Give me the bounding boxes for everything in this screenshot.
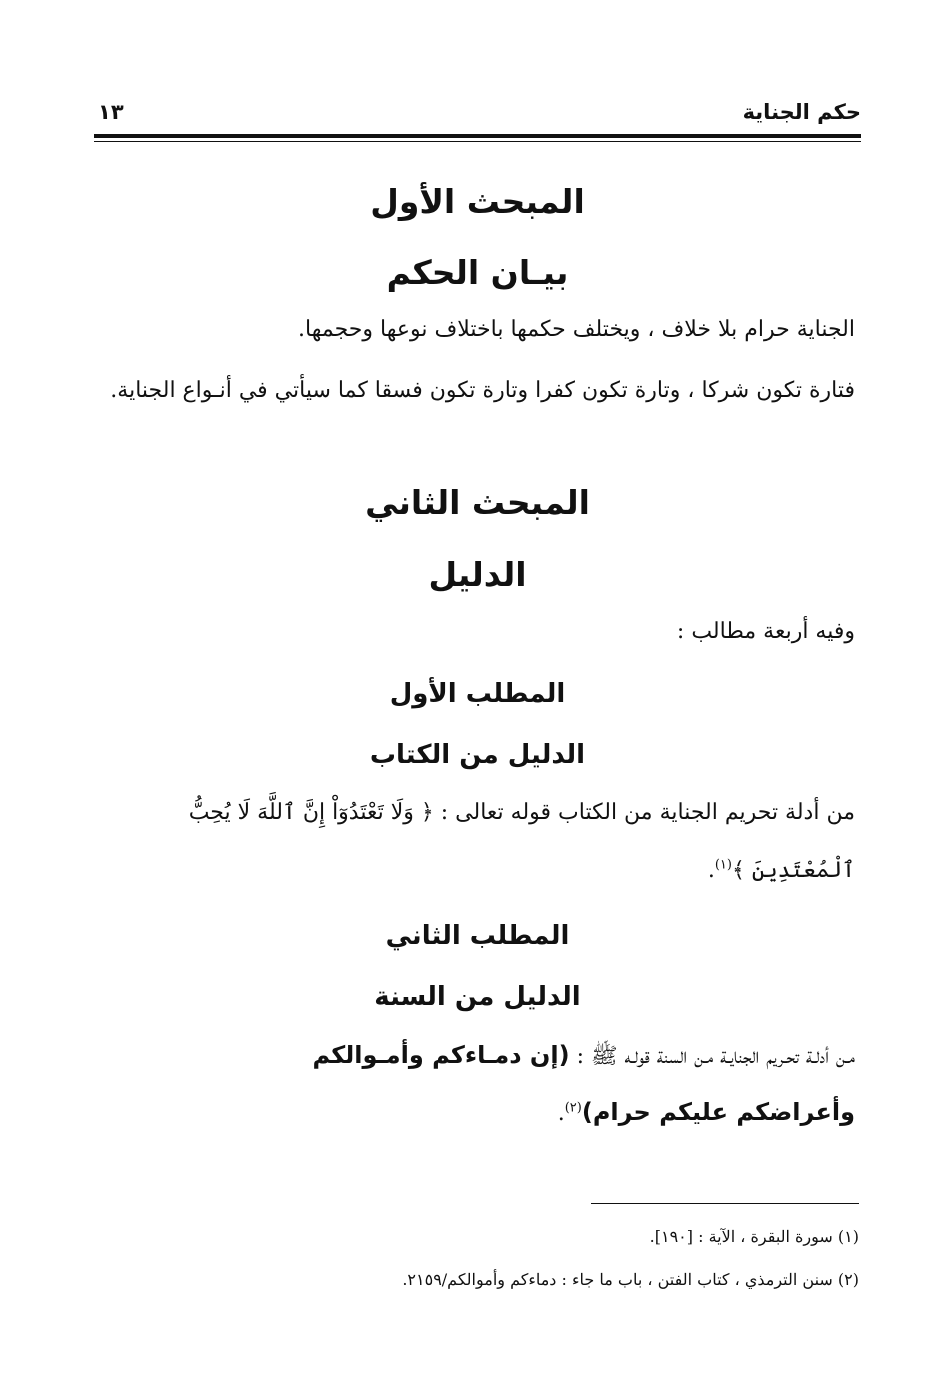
matlab1-line-2	[708, 851, 855, 891]
section1-subheading: بيـان الحكم	[386, 253, 569, 292]
hadith-part-2: وأعراضكم عليكم حرام)	[581, 1098, 855, 1126]
section2-subheading: الدليل	[428, 555, 527, 594]
quran-verse-part-2: ٱلْمُعْتَدِينَ ﴾	[731, 858, 855, 883]
matlab1-line-end: .	[707, 858, 715, 883]
matlab2-heading: المطلب الثاني	[385, 921, 570, 951]
matlab1-subheading: الدليل من الكتاب	[369, 740, 586, 770]
matlab1-text: من أدلة تحريم الجناية من الكتاب قوله تعالى :	[440, 800, 855, 825]
footnote-2: (٢) سنن الترمذي ، كتاب الفتن ، باب ما جاء : دماءكم وأموالكم/٢١٥٩.	[402, 1270, 859, 1289]
section2-intro: وفيه أربعة مطالب :	[676, 619, 855, 644]
running-header	[94, 98, 861, 130]
running-title: حكم الجناية	[742, 100, 861, 124]
header-rule-thick	[94, 134, 861, 138]
hadith-part-1: (إن دمـاءكم وأمـوالكم	[312, 1041, 570, 1069]
section1-heading: المبحث الأول	[370, 182, 585, 221]
matlab1-line-1	[189, 793, 855, 833]
matlab2-subheading: الدليل من السنة	[374, 982, 581, 1012]
page-number: ١٣	[98, 100, 124, 124]
quran-verse-part-1: ﴿ وَلَا تَعْتَدُوٓاْ إِنَّ ٱللَّهَ لَا يُحِبُّ	[188, 800, 434, 825]
matlab1-heading: المطلب الأول	[389, 679, 566, 709]
footnote-ref-2[interactable]: (٢)	[564, 1100, 582, 1116]
footnote-separator	[591, 1203, 859, 1204]
matlab2-line-1	[312, 1035, 855, 1077]
footnote-1: (١) سورة البقرة ، الآية : [١٩٠].	[649, 1227, 859, 1246]
section1-paragraph-2: فتارة تكون شركا ، وتارة تكون كفرا وتارة تكون فسقا كما سيأتي في أنـواع الجناية.	[110, 378, 855, 403]
section1-paragraph-1: الجناية حرام بلا خلاف ، ويختلف حكمها باختلاف نوعها وحجمها.	[298, 317, 855, 342]
matlab2-line-2	[558, 1092, 855, 1134]
header-rule-thin	[94, 141, 861, 142]
matlab2-line-end: .	[557, 1101, 565, 1126]
section2-heading: المبحث الثاني	[365, 483, 590, 522]
footnote-ref-1[interactable]: (١)	[714, 857, 732, 873]
matlab2-text: مـن أدلـة تحـريم الجنايـة مـن السنة قولـه ﷺ :	[576, 1044, 855, 1069]
